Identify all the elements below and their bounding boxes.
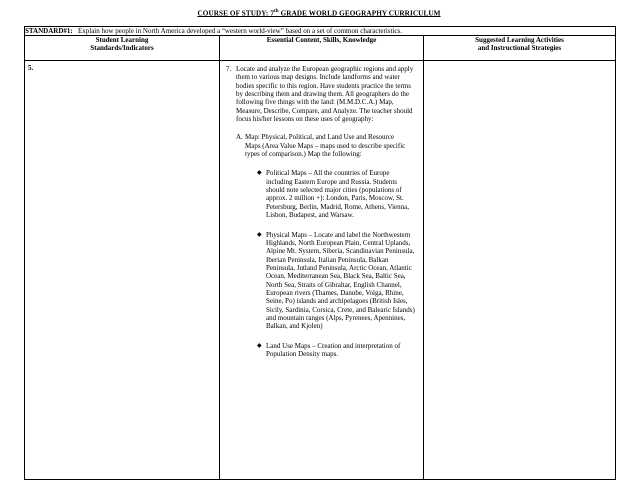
- bullet-text: Political Maps – All the countries of Europe including Eastern Europe and Russia. Students should note selected major cities (populations of approx. 2 million +): London, Paris, Moscow, St. Petersburg, Berlin, Madrid, Rome, Athens, Vienna, Lisbon, Budapest, and Warsaw.: [266, 169, 409, 220]
- diamond-bullet-icon: ◆: [257, 231, 262, 238]
- bullet-land-use-maps: [257, 342, 417, 359]
- content-row: [25, 61, 616, 480]
- sub-item: [236, 133, 417, 158]
- standard-label: STANDARD#1:: [25, 27, 73, 35]
- bullet-text: Land Use Maps – Creation and interpretation of Population Density maps.: [266, 341, 401, 358]
- diamond-bullet-icon: ◆: [257, 170, 262, 177]
- header-content-label: Essential Content, Skills, Knowledge: [266, 36, 377, 44]
- sub-item-text: Map: Physical, Political, and Land Use and Resource Maps (Area Value Maps – maps used to describe specific types of comparison.) Map the following:: [245, 133, 406, 159]
- standard-cell: [25, 27, 616, 36]
- curriculum-table: [24, 26, 616, 480]
- bullet-physical-maps: [257, 231, 417, 331]
- content-item: [226, 65, 417, 123]
- indicator-number: 5.: [28, 64, 34, 72]
- header-indicators: [25, 36, 220, 61]
- header-activities: [424, 36, 616, 61]
- indicator-cell: [25, 61, 220, 480]
- standard-row: [25, 27, 616, 36]
- page-title: [0, 9, 638, 17]
- header-row: [25, 36, 616, 61]
- item-number: 7.: [226, 65, 232, 73]
- header-activities-line1: Suggested Learning Activities: [475, 36, 564, 44]
- diamond-bullet-icon: ◆: [257, 342, 262, 349]
- item-text: Locate and analyze the European geographic regions and apply them to various map designs. Include landforms and water bodies specific to this region. Have students practice the terms by describing them and drawing them. All geographers do the following five things with the land: (M.M.D.C.A.) Map, Measure, Describe, Compare, and Analyze. The teacher should focus his/her lessons on these uses of geography:: [236, 65, 414, 124]
- title-superscript: th: [274, 9, 279, 14]
- activities-cell: [424, 61, 616, 480]
- standard-text: Explain how people in North America developed a “western world-view” based on a set of common characteristics.: [77, 27, 402, 35]
- bullet-text: Physical Maps – Locate and label the Northwestern Highlands, North European Plain, Central Uplands, Alpine Mt. System, Siberia, Scandinavian Peninsula, Iberian Peninsula, Italian Peninsula, Balkan Peninsula, Jutland Peninsula, Arctic Ocean, Atlantic Ocean, Mediterranean Sea, Black Sea, Baltic Sea, North Sea, Straits of Gibraltar, English Channel, European rivers (Thames, Danube, Volga, Rhine, Seine, Po) islands and archipelagoes (British Isles, Sicily, Sardinia, Corsica, Crete, and Balearic Islands) and mountain ranges (Alps, Pyrenees, Apennines, Balkan, and Kjolen): [266, 230, 415, 331]
- header-indicators-line1: Student Learning: [95, 36, 149, 44]
- title-prefix: COURSE OF STUDY: 7: [197, 9, 275, 18]
- bullet-political-maps: [257, 169, 417, 219]
- header-indicators-line2: Standards/Indicators: [90, 44, 154, 53]
- content-cell: [220, 61, 424, 480]
- header-content: [220, 36, 424, 61]
- title-suffix: GRADE WORLD GEOGRAPHY CURRICULUM: [278, 9, 441, 18]
- sub-item-letter: A.: [236, 133, 243, 142]
- header-activities-line2: and Instructional Strategies: [477, 44, 562, 53]
